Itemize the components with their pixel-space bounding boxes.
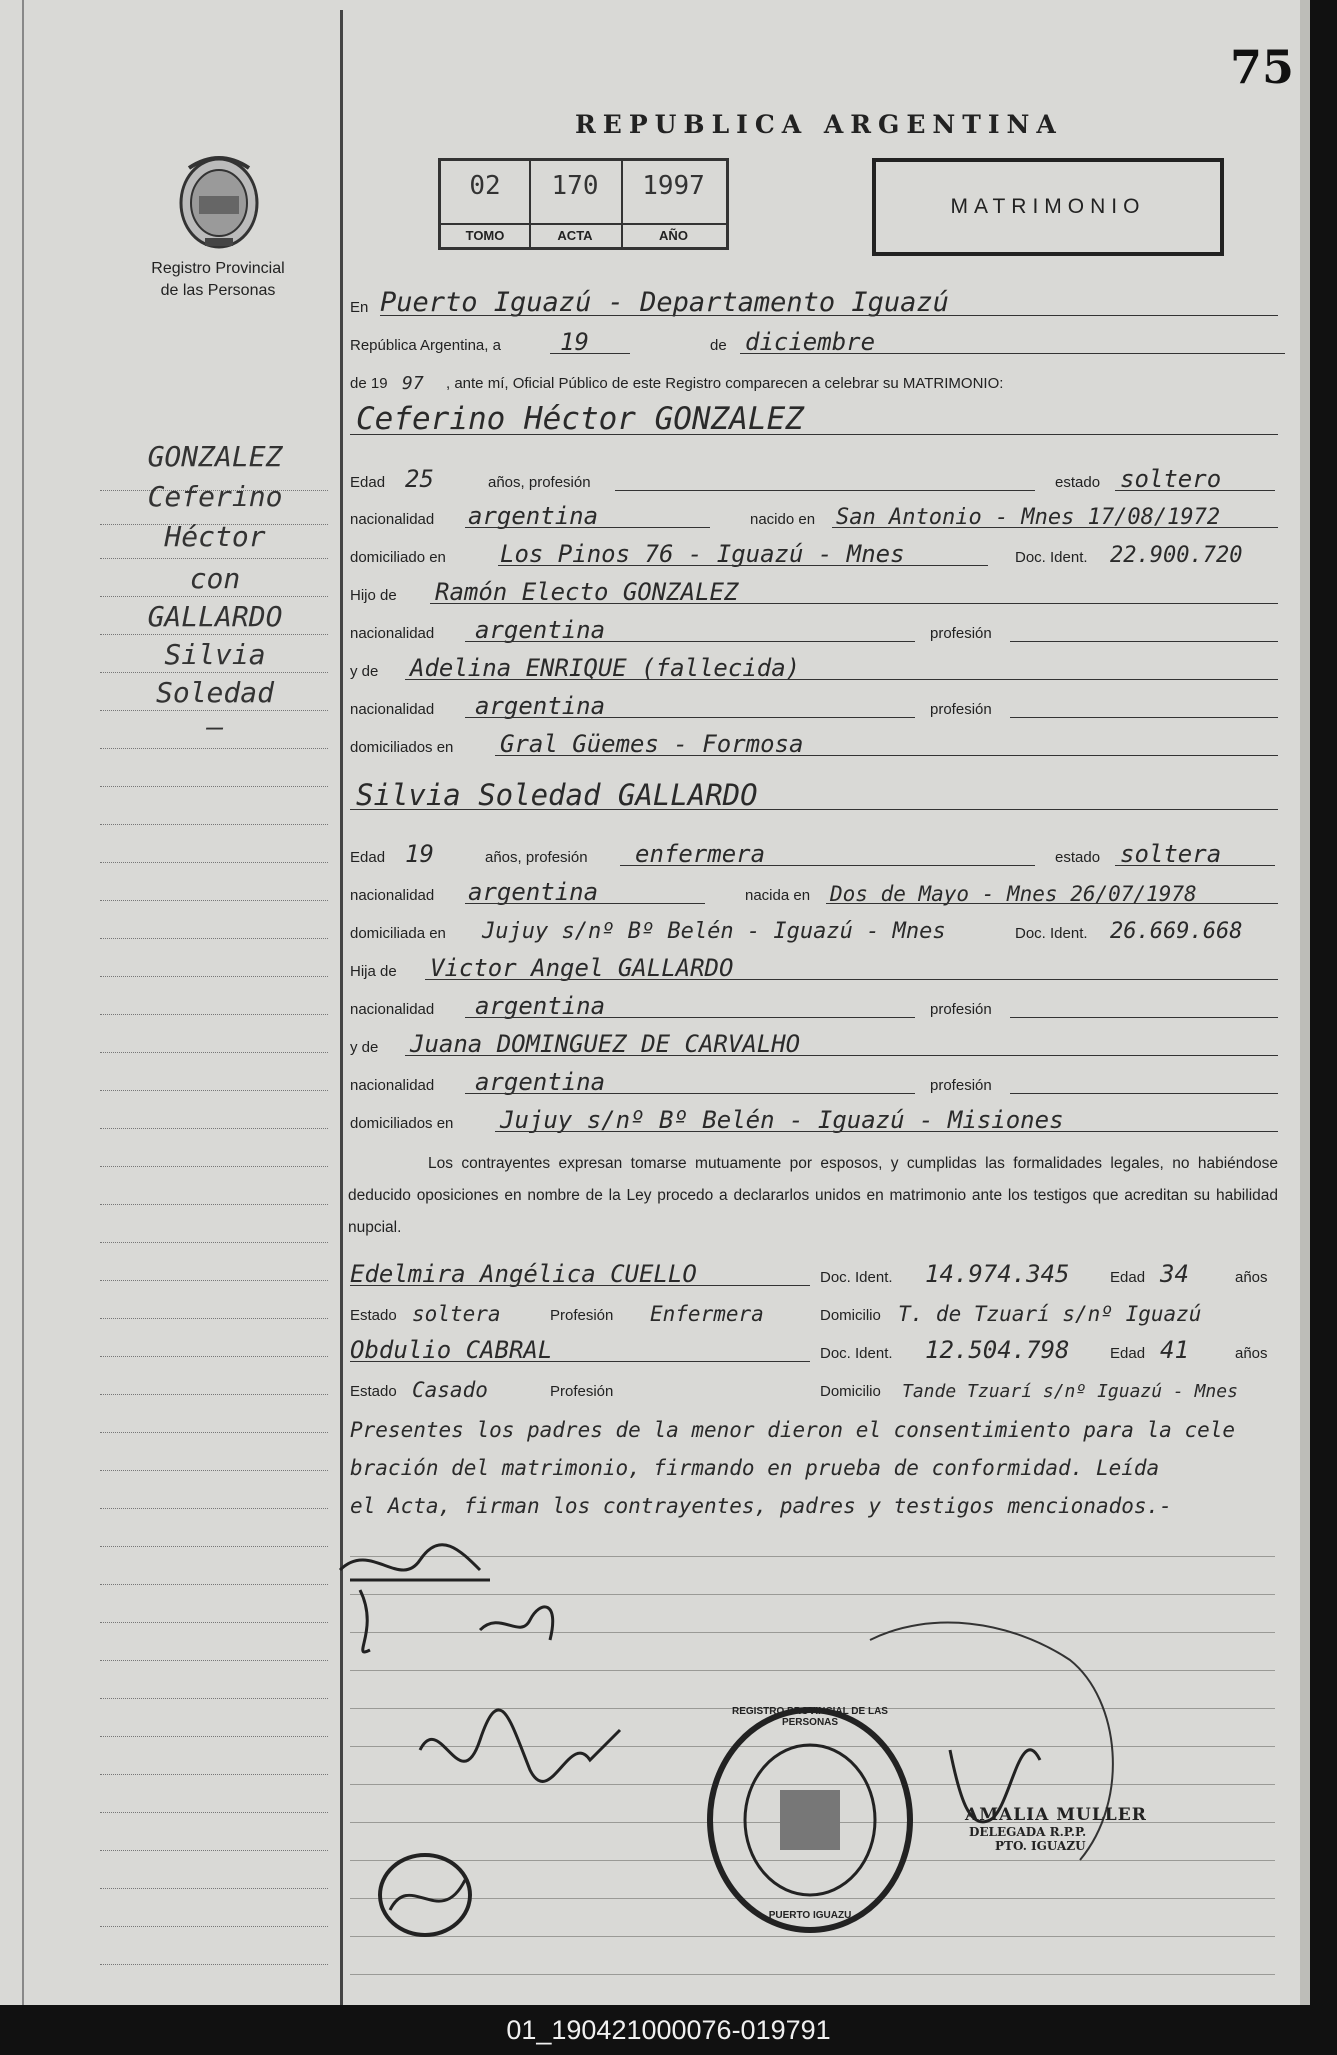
statement-paragraph: Los contrayentes expresan tomarse mutuamente por esposos, y cumplidas las formalidades legales, no habiéndose deducido oposiciones en nombre de la Ley procedo a declararlos unidos en matrimonio ante los testigos que acreditan su habilidad nupcial. [348, 1155, 1278, 1236]
margin-rule [100, 1698, 328, 1699]
bride-status: soltera [1120, 840, 1222, 868]
groom-mother: Adelina ENRIQUE (fallecida) [410, 654, 801, 682]
groom-address: Los Pinos 76 - Iguazú - Mnes [500, 540, 905, 568]
bride-father-nat-line: nacionalidad argentina profesión [350, 982, 1278, 1022]
margin-name: GONZALEZ [147, 440, 283, 473]
witness1-line: Edelmira Angélica CUELLO Doc. Ident. 14.974.345 Edad 34 años [350, 1260, 1268, 1288]
groom-address-line: domiciliado en Los Pinos 76 - Iguazú - Mnes Doc. Ident. 22.900.720 [350, 540, 1243, 568]
acta-cell [529, 161, 623, 247]
margin-rule [100, 634, 328, 635]
margin-rule [100, 672, 328, 673]
place-value: Puerto Iguazú - Departamento Iguazú [380, 287, 949, 318]
margin-rule [100, 1926, 328, 1927]
witness2-line: Obdulio CABRAL Doc. Ident. 12.504.798 Edad 41 años [350, 1336, 1268, 1364]
margin-rule [100, 1584, 328, 1585]
margin-rule [100, 1470, 328, 1471]
bride-signature [400, 1690, 640, 1830]
witness2-status: Casado [412, 1378, 488, 1402]
margin-name: Soledad [155, 676, 274, 709]
bride-father: Victor Angel GALLARDO [430, 954, 734, 982]
margin-rule [100, 1660, 328, 1661]
margin-rule [100, 938, 328, 939]
groom-mother-nat-line: nacionalidad argentina profesión [350, 682, 1278, 722]
margin-rule [100, 1394, 328, 1395]
bride-mother: Juana DOMINGUEZ DE CARVALHO [410, 1030, 801, 1058]
margin-rule [100, 1850, 328, 1851]
day-value: 19 [560, 328, 589, 356]
bride-nationality-line: nacionalidad argentina nacida en Dos de Mayo - Mnes 26/07/1978 [350, 868, 1278, 908]
page-number: 75 [1230, 40, 1295, 94]
observation-line: el Acta, firman los contrayentes, padres y testigos mencionados.- [350, 1494, 1172, 1518]
margin-divider [340, 10, 343, 2005]
groom-name: Ceferino Héctor GONZALEZ [356, 401, 804, 437]
margin-rule [100, 1546, 328, 1547]
parent-signature [370, 1840, 490, 1950]
margin-rule [100, 1014, 328, 1015]
margin-rule [100, 1812, 328, 1813]
margin-name: con [189, 562, 241, 595]
groom-father: Ramón Electo GONZALEZ [435, 578, 739, 606]
document-type-box: MATRIMONIO [872, 158, 1224, 256]
country-heading: REPUBLICA ARGENTINA [575, 110, 1063, 139]
bride-birthplace: Dos de Mayo - Mnes 26/07/1978 [830, 882, 1197, 906]
margin-rule [100, 976, 328, 977]
appearance-line: de 19 97 , ante mí, Oficial Público de este Registro comparecen a celebrar su MATRIMONIO: [350, 373, 1004, 394]
groom-nationality-line: nacionalidad argentina nacido en San Antonio - Mnes 17/08/1972 [350, 492, 1278, 532]
margin-rule [100, 900, 328, 901]
groom-age-line: Edad 25 años, profesión estado soltero [350, 455, 1278, 495]
year-value: 97 [402, 373, 424, 394]
bride-name: Silvia Soledad GALLARDO [356, 778, 758, 812]
groom-doc: 22.900.720 [1110, 543, 1243, 568]
margin-rule [100, 1204, 328, 1205]
witness2-address: Tande Tzuarí s/nº Iguazú - Mnes [902, 1381, 1238, 1402]
province-seal-icon [168, 148, 270, 252]
bride-name-line [350, 770, 1278, 814]
margin-rule [100, 824, 328, 825]
anio-cell [621, 161, 726, 247]
margin-rule [100, 1242, 328, 1243]
margin-rule [100, 748, 328, 749]
margin-rule [100, 1964, 328, 1965]
bride-doc: 26.669.668 [1110, 919, 1243, 944]
acta-value: 170 [551, 171, 599, 201]
bride-nationality: argentina [468, 878, 599, 906]
tomo-value: 02 [469, 171, 501, 201]
groom-nationality: argentina [468, 502, 599, 530]
witness1-name: Edelmira Angélica CUELLO [350, 1260, 697, 1288]
witness2-name: Obdulio CABRAL [350, 1336, 553, 1364]
bride-parents-address: Jujuy s/nº Bº Belén - Iguazú - Misiones [500, 1106, 1064, 1134]
groom-parents-address-line: domiciliados en Gral Güemes - Formosa [350, 720, 1278, 760]
place-line: En Puerto Iguazú - Departamento Iguazú [350, 280, 1278, 320]
stamp-ring-icon [700, 1700, 920, 1940]
margin-rule [100, 1432, 328, 1433]
margin-name: Ceferino [147, 480, 283, 513]
groom-father-nat-line: nacionalidad argentina profesión [350, 606, 1278, 646]
witness1-status: soltera [412, 1302, 501, 1326]
page-edge [1300, 0, 1310, 2005]
left-margin-line [22, 0, 24, 2005]
margin-rule [100, 786, 328, 787]
groom-name-line [350, 395, 1278, 439]
margin-rule [100, 558, 328, 559]
margin-rule [100, 1736, 328, 1737]
witness1-profession: Enfermera [650, 1302, 764, 1326]
margin-rule [100, 596, 328, 597]
acta-label: ACTA [529, 223, 621, 247]
margin-name: — [206, 710, 224, 743]
margin-name: GALLARDO [147, 600, 283, 633]
anio-value: 1997 [642, 171, 705, 201]
bride-address: Jujuy s/nº Bº Belén - Iguazú - Mnes [482, 919, 946, 944]
groom-status: soltero [1120, 465, 1222, 493]
bride-age: 19 [405, 840, 434, 868]
margin-rule [100, 1774, 328, 1775]
margin-rule [100, 1166, 328, 1167]
observation-line: bración del matrimonio, firmando en prueba de conformidad. Leída [350, 1456, 1160, 1480]
bride-mother-nat-line: nacionalidad argentina profesión [350, 1058, 1278, 1098]
registry-round-stamp: REGISTRO PROVINCIAL DE LAS PERSONAS PUERTO IGUAZU [700, 1700, 920, 1940]
observation-line: Presentes los padres de la menor dieron el consentimiento para la cele [350, 1418, 1236, 1442]
groom-signature [330, 1530, 570, 1670]
margin-name: Silvia [164, 638, 266, 671]
groom-parents-address: Gral Güemes - Formosa [500, 730, 804, 758]
witness2-age: 41 [1160, 1336, 1189, 1364]
witness1-doc: 14.974.345 [925, 1260, 1070, 1288]
groom-age: 25 [405, 465, 434, 493]
bride-address-line: domiciliada en Jujuy s/nº Bº Belén - Iguazú - Mnes Doc. Ident. 26.669.668 [350, 919, 1243, 944]
scan-id-footer: 01_190421000076-019791 [0, 2005, 1337, 2055]
registry-name: Registro Provincial de las Personas [151, 260, 285, 299]
margin-rule [100, 1622, 328, 1623]
margin-rule [100, 1128, 328, 1129]
witness2-doc: 12.504.798 [925, 1336, 1070, 1364]
bride-mother-line: y de Juana DOMINGUEZ DE CARVALHO [350, 1020, 1278, 1060]
tomo-cell [441, 161, 531, 247]
bride-profession: enfermera [635, 840, 766, 868]
anio-label: AÑO [621, 223, 726, 247]
tomo-label: TOMO [441, 223, 529, 247]
witness2-details-line: Estado Casado Profesión Domicilio Tande Tzuarí s/nº Iguazú - Mnes [350, 1378, 1238, 1402]
margin-rule [100, 862, 328, 863]
groom-father-line: Hijo de Ramón Electo GONZALEZ [350, 568, 1278, 608]
witness1-details-line: Estado soltera Profesión Enfermera Domicilio T. de Tzuarí s/nº Iguazú [350, 1302, 1202, 1326]
record-number-box [438, 158, 729, 250]
witness1-age: 34 [1160, 1260, 1189, 1288]
margin-name: Héctor [164, 520, 266, 553]
date-line: República Argentina, a 19 de diciembre [350, 318, 1278, 358]
officer-stamp: AMALIA MULLER DELEGADA R.P.P. PTO. IGUAZU [965, 1805, 1147, 1853]
margin-rule [100, 1052, 328, 1053]
margin-rule [100, 1356, 328, 1357]
margin-rule [100, 1318, 328, 1319]
bride-father-line: Hija de Victor Angel GALLARDO [350, 944, 1278, 984]
month-value: diciembre [745, 328, 876, 356]
groom-birthplace: San Antonio - Mnes 17/08/1972 [836, 505, 1221, 530]
bride-parents-address-line: domiciliados en Jujuy s/nº Bº Belén - Iguazú - Misiones [350, 1096, 1278, 1136]
margin-rule [100, 1888, 328, 1889]
witness1-address: T. de Tzuarí s/nº Iguazú [898, 1302, 1202, 1326]
margin-rule [100, 1090, 328, 1091]
bride-age-line: Edad 19 años, profesión enfermera estado soltera [350, 830, 1278, 870]
groom-mother-line: y de Adelina ENRIQUE (fallecida) [350, 644, 1278, 684]
margin-rule [100, 1508, 328, 1509]
margin-rule [100, 1280, 328, 1281]
